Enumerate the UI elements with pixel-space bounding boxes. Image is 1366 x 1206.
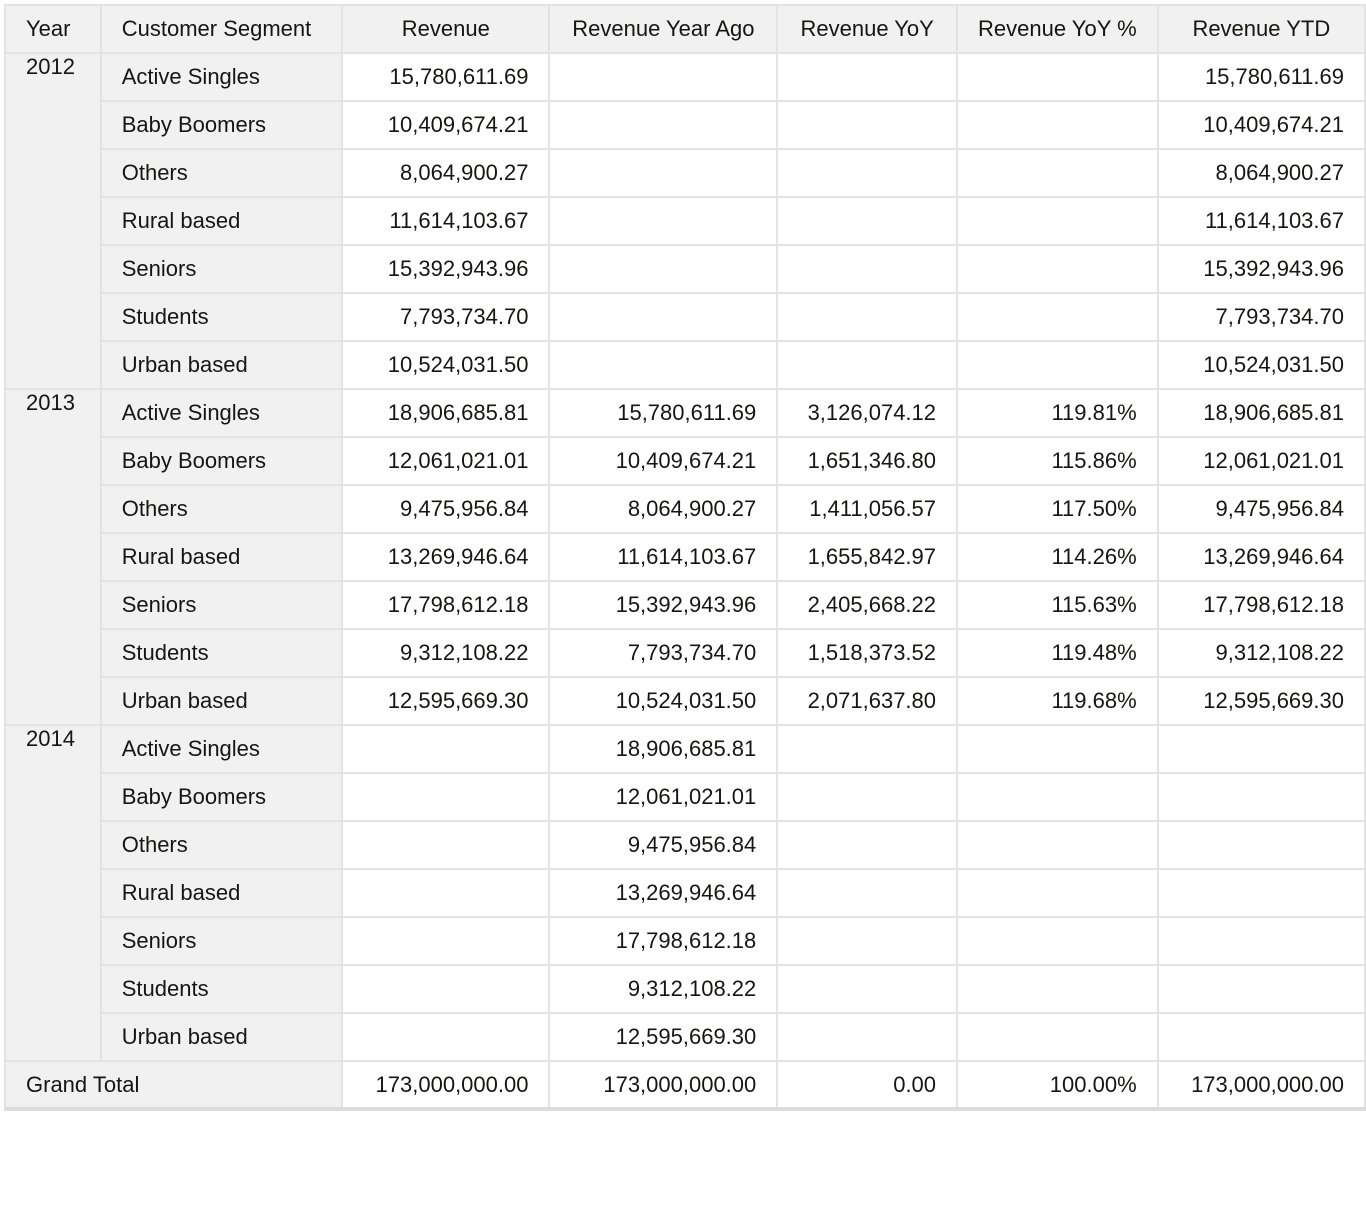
revenue-year-ago-cell [549, 197, 777, 245]
revenue-yoy-pct-cell [957, 149, 1158, 197]
segment-cell[interactable]: Baby Boomers [101, 101, 342, 149]
revenue-yoy-pct-cell [957, 965, 1158, 1013]
revenue-yoy-pct-cell [957, 245, 1158, 293]
revenue-yoy-cell [777, 53, 957, 101]
revenue-year-ago-cell: 10,524,031.50 [549, 677, 777, 725]
revenue-yoy-pct-cell [957, 917, 1158, 965]
revenue-year-ago-cell: 12,061,021.01 [549, 773, 777, 821]
segment-cell[interactable]: Baby Boomers [101, 773, 342, 821]
revenue-yoy-cell: 1,651,346.80 [777, 437, 957, 485]
segment-cell[interactable]: Baby Boomers [101, 437, 342, 485]
revenue-ytd-cell: 17,798,612.18 [1158, 581, 1365, 629]
revenue-ytd-cell: 15,780,611.69 [1158, 53, 1365, 101]
table-row [5, 1013, 1365, 1061]
revenue-ytd-cell: 10,409,674.21 [1158, 101, 1365, 149]
pivot-body [5, 53, 1365, 1061]
revenue-year-ago-cell: 10,409,674.21 [549, 437, 777, 485]
revenue-ytd-cell: 18,906,685.81 [1158, 389, 1365, 437]
revenue-yoy-pct-cell [957, 101, 1158, 149]
table-row [5, 389, 1365, 437]
revenue-yoy-pct-cell [957, 1013, 1158, 1061]
revenue-year-ago-cell [549, 245, 777, 293]
segment-cell[interactable]: Active Singles [101, 389, 342, 437]
segment-cell[interactable]: Students [101, 293, 342, 341]
year-cell[interactable]: 2014 [5, 725, 101, 1061]
revenue-yoy-cell [777, 821, 957, 869]
col-header-revenue-yoy[interactable]: Revenue YoY [777, 5, 957, 53]
col-header-revenue-year-ago[interactable]: Revenue Year Ago [549, 5, 777, 53]
segment-cell[interactable]: Others [101, 821, 342, 869]
grand-total-revenue: 173,000,000.00 [342, 1061, 549, 1109]
revenue-year-ago-cell: 11,614,103.67 [549, 533, 777, 581]
revenue-ytd-cell: 15,392,943.96 [1158, 245, 1365, 293]
revenue-year-ago-cell: 18,906,685.81 [549, 725, 777, 773]
revenue-yoy-pct-cell [957, 821, 1158, 869]
segment-cell[interactable]: Active Singles [101, 53, 342, 101]
table-row [5, 821, 1365, 869]
revenue-ytd-cell [1158, 773, 1365, 821]
revenue-year-ago-cell [549, 341, 777, 389]
revenue-year-ago-cell: 15,780,611.69 [549, 389, 777, 437]
grand-total-revenue-yoy: 0.00 [777, 1061, 957, 1109]
revenue-ytd-cell: 12,061,021.01 [1158, 437, 1365, 485]
table-row [5, 245, 1365, 293]
revenue-yoy-cell: 3,126,074.12 [777, 389, 957, 437]
revenue-cell: 15,780,611.69 [342, 53, 549, 101]
revenue-ytd-cell [1158, 1013, 1365, 1061]
revenue-cell: 11,614,103.67 [342, 197, 549, 245]
revenue-yoy-pct-cell [957, 869, 1158, 917]
revenue-cell [342, 821, 549, 869]
revenue-yoy-cell: 1,518,373.52 [777, 629, 957, 677]
revenue-ytd-cell: 13,269,946.64 [1158, 533, 1365, 581]
table-row [5, 149, 1365, 197]
segment-cell[interactable]: Students [101, 965, 342, 1013]
revenue-year-ago-cell: 13,269,946.64 [549, 869, 777, 917]
segment-cell[interactable]: Urban based [101, 341, 342, 389]
pivot-table [4, 4, 1366, 1111]
revenue-cell [342, 917, 549, 965]
revenue-cell [342, 773, 549, 821]
table-row [5, 485, 1365, 533]
revenue-yoy-cell [777, 149, 957, 197]
revenue-ytd-cell [1158, 869, 1365, 917]
grand-total-row [5, 1061, 1365, 1109]
revenue-cell [342, 869, 549, 917]
revenue-yoy-pct-cell [957, 53, 1158, 101]
revenue-ytd-cell: 7,793,734.70 [1158, 293, 1365, 341]
revenue-yoy-cell [777, 293, 957, 341]
revenue-cell: 12,595,669.30 [342, 677, 549, 725]
revenue-yoy-cell [777, 725, 957, 773]
revenue-yoy-cell [777, 101, 957, 149]
header-row [5, 5, 1365, 53]
revenue-cell [342, 965, 549, 1013]
revenue-yoy-cell [777, 1013, 957, 1061]
revenue-year-ago-cell: 17,798,612.18 [549, 917, 777, 965]
revenue-cell: 18,906,685.81 [342, 389, 549, 437]
revenue-yoy-cell [777, 245, 957, 293]
revenue-yoy-cell: 2,405,668.22 [777, 581, 957, 629]
revenue-yoy-pct-cell: 119.81% [957, 389, 1158, 437]
year-cell[interactable]: 2012 [5, 53, 101, 389]
segment-cell[interactable]: Urban based [101, 1013, 342, 1061]
segment-cell[interactable]: Seniors [101, 917, 342, 965]
revenue-yoy-pct-cell [957, 293, 1158, 341]
revenue-cell: 13,269,946.64 [342, 533, 549, 581]
revenue-yoy-cell: 2,071,637.80 [777, 677, 957, 725]
table-row [5, 677, 1365, 725]
revenue-yoy-pct-cell: 119.68% [957, 677, 1158, 725]
revenue-yoy-pct-cell [957, 725, 1158, 773]
table-row [5, 869, 1365, 917]
revenue-ytd-cell [1158, 821, 1365, 869]
segment-cell[interactable]: Others [101, 149, 342, 197]
revenue-cell: 7,793,734.70 [342, 293, 549, 341]
table-row [5, 917, 1365, 965]
col-header-revenue-yoy-pct[interactable]: Revenue YoY % [957, 5, 1158, 53]
table-row [5, 341, 1365, 389]
revenue-cell: 8,064,900.27 [342, 149, 549, 197]
table-row [5, 533, 1365, 581]
revenue-yoy-cell: 1,655,842.97 [777, 533, 957, 581]
revenue-year-ago-cell: 9,475,956.84 [549, 821, 777, 869]
segment-cell[interactable]: Rural based [101, 197, 342, 245]
revenue-ytd-cell: 8,064,900.27 [1158, 149, 1365, 197]
revenue-cell: 17,798,612.18 [342, 581, 549, 629]
table-row [5, 197, 1365, 245]
segment-cell[interactable]: Others [101, 485, 342, 533]
table-row [5, 437, 1365, 485]
segment-cell[interactable]: Rural based [101, 869, 342, 917]
pivot-table-container [4, 4, 1366, 1111]
segment-cell[interactable]: Students [101, 629, 342, 677]
revenue-ytd-cell: 9,312,108.22 [1158, 629, 1365, 677]
revenue-cell: 9,312,108.22 [342, 629, 549, 677]
revenue-yoy-cell [777, 197, 957, 245]
revenue-ytd-cell: 10,524,031.50 [1158, 341, 1365, 389]
segment-cell[interactable]: Seniors [101, 581, 342, 629]
revenue-yoy-pct-cell: 115.86% [957, 437, 1158, 485]
table-row [5, 629, 1365, 677]
revenue-ytd-cell [1158, 917, 1365, 965]
grand-total-label: Grand Total [5, 1061, 342, 1109]
revenue-cell: 10,409,674.21 [342, 101, 549, 149]
table-row [5, 293, 1365, 341]
revenue-ytd-cell [1158, 725, 1365, 773]
revenue-yoy-cell [777, 917, 957, 965]
revenue-year-ago-cell: 8,064,900.27 [549, 485, 777, 533]
revenue-yoy-cell [777, 773, 957, 821]
grand-total-revenue-yoy-pct: 100.00% [957, 1061, 1158, 1109]
table-row [5, 101, 1365, 149]
revenue-yoy-pct-cell [957, 773, 1158, 821]
segment-cell[interactable]: Urban based [101, 677, 342, 725]
revenue-ytd-cell: 11,614,103.67 [1158, 197, 1365, 245]
table-row [5, 725, 1365, 773]
revenue-year-ago-cell: 9,312,108.22 [549, 965, 777, 1013]
col-header-year[interactable]: Year [5, 5, 101, 53]
col-header-customer-segment[interactable]: Customer Segment [101, 5, 342, 53]
revenue-year-ago-cell [549, 293, 777, 341]
table-row [5, 53, 1365, 101]
segment-cell[interactable]: Active Singles [101, 725, 342, 773]
revenue-ytd-cell: 9,475,956.84 [1158, 485, 1365, 533]
revenue-year-ago-cell: 12,595,669.30 [549, 1013, 777, 1061]
revenue-yoy-pct-cell [957, 341, 1158, 389]
revenue-cell: 12,061,021.01 [342, 437, 549, 485]
revenue-cell [342, 1013, 549, 1061]
col-header-revenue[interactable]: Revenue [342, 5, 549, 53]
revenue-cell: 9,475,956.84 [342, 485, 549, 533]
table-row [5, 581, 1365, 629]
revenue-ytd-cell [1158, 965, 1365, 1013]
revenue-cell: 15,392,943.96 [342, 245, 549, 293]
revenue-yoy-cell [777, 965, 957, 1013]
segment-cell[interactable]: Rural based [101, 533, 342, 581]
revenue-cell: 10,524,031.50 [342, 341, 549, 389]
revenue-yoy-pct-cell: 114.26% [957, 533, 1158, 581]
revenue-year-ago-cell: 7,793,734.70 [549, 629, 777, 677]
revenue-yoy-cell [777, 341, 957, 389]
revenue-yoy-pct-cell: 119.48% [957, 629, 1158, 677]
revenue-cell [342, 725, 549, 773]
grand-total-revenue-ytd: 173,000,000.00 [1158, 1061, 1365, 1109]
revenue-yoy-pct-cell [957, 197, 1158, 245]
revenue-year-ago-cell [549, 101, 777, 149]
revenue-yoy-cell: 1,411,056.57 [777, 485, 957, 533]
table-row [5, 773, 1365, 821]
segment-cell[interactable]: Seniors [101, 245, 342, 293]
revenue-year-ago-cell [549, 149, 777, 197]
table-row [5, 965, 1365, 1013]
revenue-ytd-cell: 12,595,669.30 [1158, 677, 1365, 725]
year-cell[interactable]: 2013 [5, 389, 101, 725]
revenue-year-ago-cell: 15,392,943.96 [549, 581, 777, 629]
revenue-yoy-pct-cell: 115.63% [957, 581, 1158, 629]
revenue-yoy-pct-cell: 117.50% [957, 485, 1158, 533]
col-header-revenue-ytd[interactable]: Revenue YTD [1158, 5, 1365, 53]
revenue-year-ago-cell [549, 53, 777, 101]
grand-total-revenue-year-ago: 173,000,000.00 [549, 1061, 777, 1109]
revenue-yoy-cell [777, 869, 957, 917]
